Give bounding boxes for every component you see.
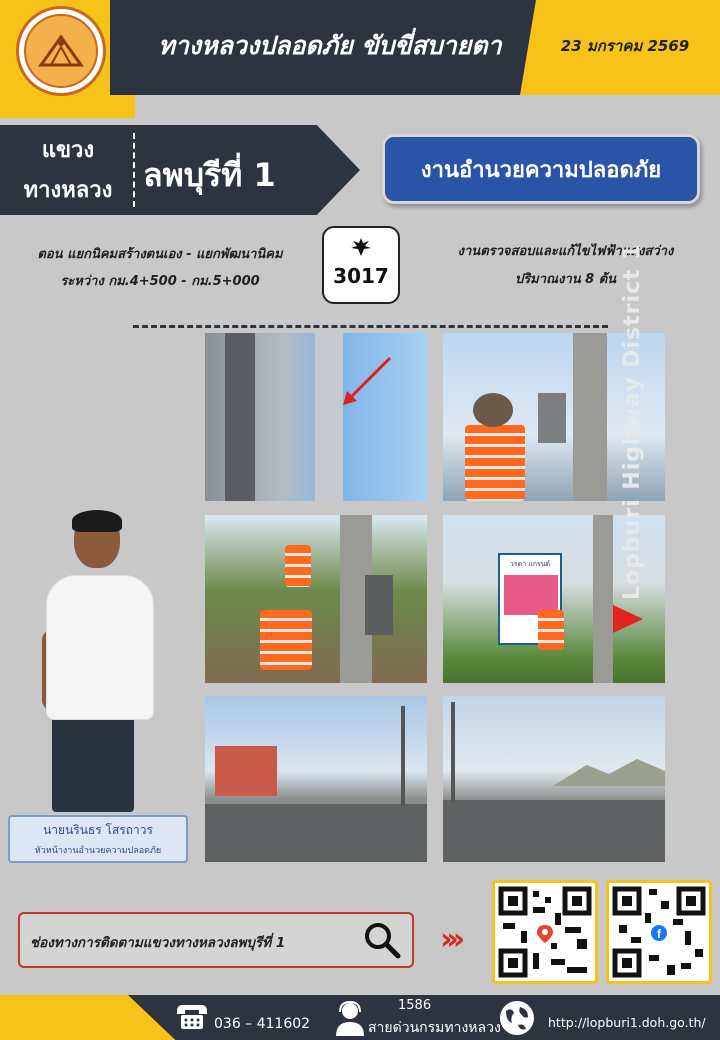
- photo-pole: [225, 333, 255, 501]
- photo-worker-vest: [260, 610, 312, 670]
- photo-road: [205, 804, 427, 862]
- work-quantity: ปริมาณงาน 8 ต้น: [514, 272, 617, 287]
- chevron-right-icon: ›››: [440, 922, 460, 957]
- photo-pole-closeup: [205, 333, 427, 501]
- photo-meter-box: [538, 393, 566, 443]
- person-name: นายนรินธร โสรถาวร: [43, 823, 153, 837]
- task-title: งานอำนวยความปลอดภัย: [382, 134, 700, 204]
- follow-channel-text: ช่องทางการติดตามแขวงทางหลวงลพบุรีที่ 1: [30, 935, 286, 951]
- header-title: ทางหลวงปลอดภัย ขับขี่สบายตา: [158, 31, 502, 60]
- globe-icon: [498, 999, 536, 1037]
- photo-light-pole: [401, 706, 405, 806]
- photo-mountains: [553, 756, 665, 786]
- district-label-line1: แขวง: [41, 138, 95, 163]
- district-name: ลพบุรีที่ 1: [143, 156, 276, 194]
- hotline-agent-icon: [334, 1000, 366, 1036]
- person-name-card: [8, 815, 188, 863]
- header-date: 23 มกราคม 2569: [560, 37, 690, 55]
- doh-logo: [16, 6, 106, 96]
- person-hair: [72, 510, 122, 532]
- road-emblem-icon: [36, 31, 86, 71]
- qr-facebook-icon: [609, 883, 709, 981]
- qr-map-icon: [495, 883, 595, 981]
- photo-road-view-2: [443, 696, 665, 862]
- photo-building: [215, 746, 277, 796]
- photo-sign-panel: [504, 575, 558, 615]
- photo-pole: [593, 515, 613, 683]
- work-description: งานตรวจสอบและแก้ไขไฟฟ้าแสงสว่าง: [457, 244, 674, 259]
- website-url[interactable]: http://lopburi1.doh.go.th/: [548, 1015, 706, 1030]
- photo-sign-text: วรดา แกรนด์: [509, 560, 551, 568]
- phone-number[interactable]: 036 – 411602: [214, 1016, 311, 1032]
- photo-red-flag: [613, 605, 643, 633]
- photo-worker-vest: [285, 545, 311, 587]
- hotline-number[interactable]: 1586: [398, 998, 432, 1013]
- phone-icon: [175, 1003, 209, 1031]
- photo-workers-pole: [205, 515, 427, 683]
- photo-worker-head: [473, 393, 513, 427]
- qr-code-map[interactable]: [492, 880, 598, 984]
- district-label-line2: ทางหลวง: [23, 178, 113, 203]
- qr-code-facebook[interactable]: [606, 880, 712, 984]
- section-km-range: ระหว่าง กม.4+500 - กม.5+000: [60, 274, 260, 289]
- hotline-label: สายด่วนกรมทางหลวง: [368, 1020, 501, 1036]
- photo-road: [443, 800, 665, 862]
- photo-meter-box: [365, 575, 393, 635]
- photo-road-view-1: [205, 696, 427, 862]
- person-pants: [52, 712, 134, 812]
- district-divider: [133, 133, 135, 207]
- photo-worker-vest: [538, 610, 564, 650]
- route-number: 3017: [333, 264, 389, 288]
- photo-pole: [573, 333, 607, 501]
- search-icon[interactable]: [362, 920, 402, 960]
- garuda-icon: [349, 236, 373, 258]
- doh-logo-emblem: [24, 14, 98, 88]
- person-shirt: [46, 575, 154, 720]
- follow-channel-box[interactable]: [18, 912, 414, 968]
- watermark-text: Lopburi Highway District 1: [620, 243, 645, 600]
- route-badge: [322, 226, 400, 304]
- photo-worker-vest: [465, 425, 525, 501]
- section-segment: ตอน แยกนิคมสร้างตนเอง - แยกพัฒนานิคม: [37, 247, 283, 262]
- section-divider: [133, 325, 608, 328]
- person-position: หัวหน้างานอำนวยความปลอดภัย: [34, 846, 162, 856]
- photo-light-pole: [451, 702, 455, 802]
- red-arrow-icon: [335, 353, 395, 413]
- svg-text:f: f: [657, 927, 661, 941]
